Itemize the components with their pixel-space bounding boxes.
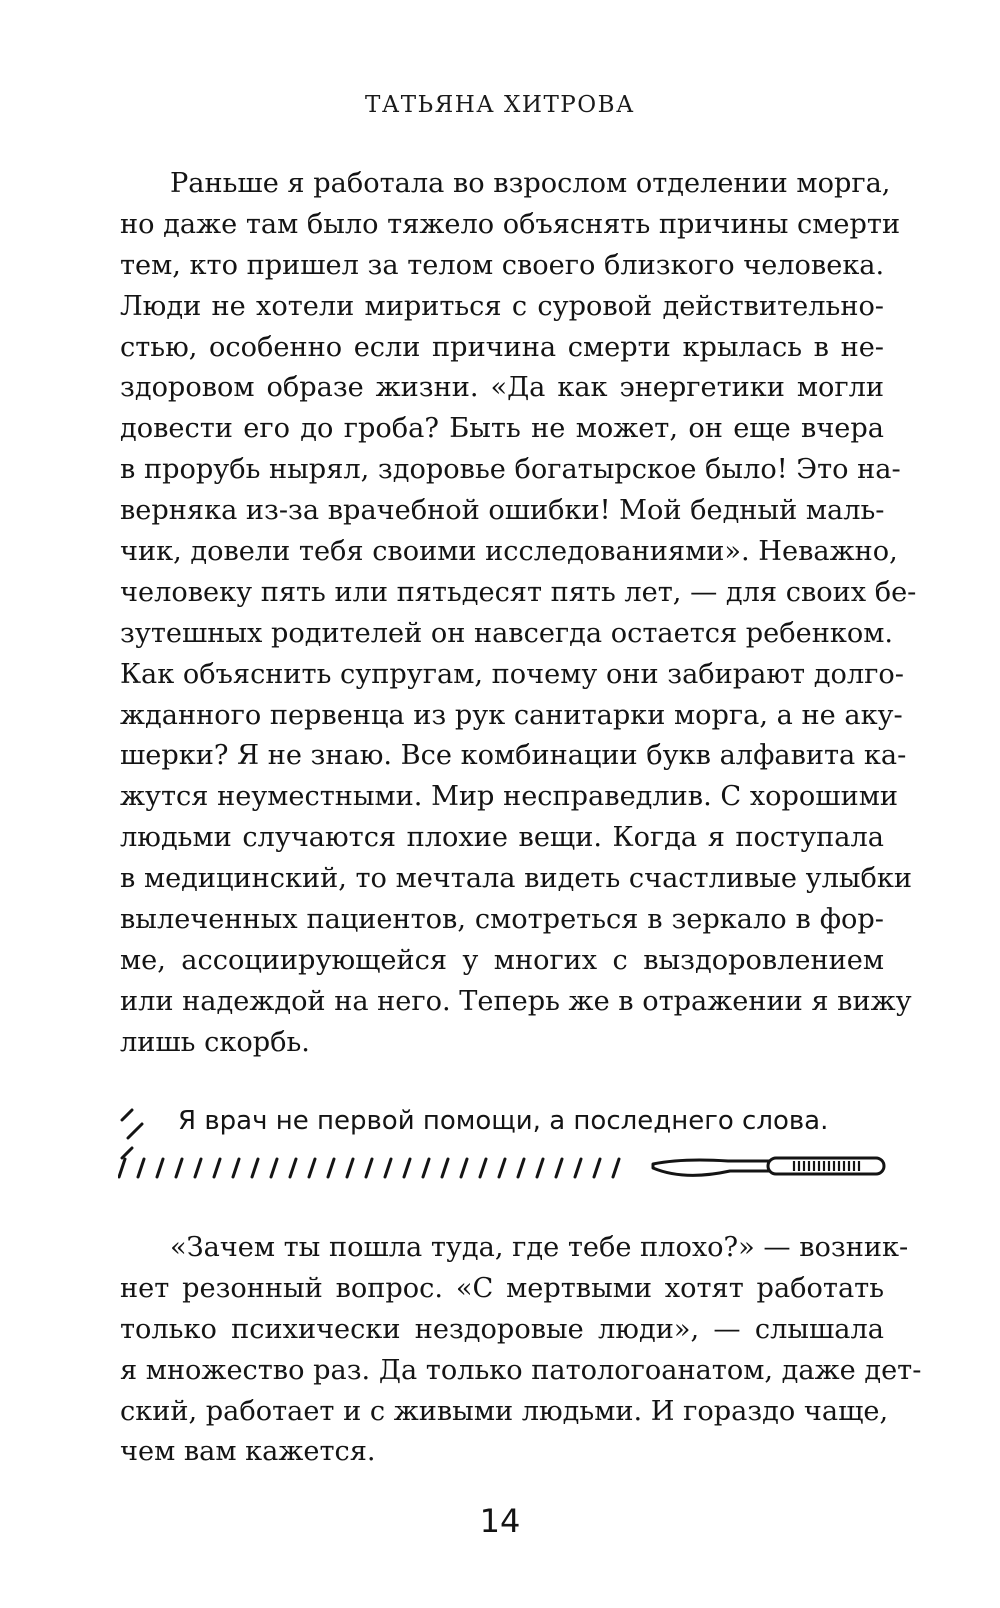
- text-line: жутся неуместными. Мир несправедлив. С хорошими: [120, 781, 898, 813]
- text-line: Как объяснить супругам, почему они забирают долго-: [120, 658, 904, 690]
- pull-quote: Я врач не первой помощи, а последнего слова.: [178, 1106, 829, 1136]
- text-line: «Зачем ты пошла туда, где тебе плохо?» — возник-: [170, 1232, 909, 1263]
- scalpel-icon: [118, 1150, 890, 1184]
- scalpel-divider: [118, 1150, 890, 1189]
- paragraph-2: [120, 1228, 922, 1473]
- text-line: людьми случаются плохие вещи. Когда я поступала: [120, 822, 884, 854]
- text-line: в медицинский, то мечтала видеть счастливые улыбки: [120, 863, 913, 895]
- text-line: чик, довели тебя своими исследованиями». Неважно,: [120, 536, 898, 568]
- text-line: верняка из-за врачебной ошибки! Мой бедный маль-: [120, 495, 885, 527]
- text-line: довести его до гроба? Быть не может, он еще вчера: [120, 413, 884, 445]
- text-line: стью, особенно если причина смерти крылась в не-: [120, 331, 884, 363]
- text-line: Люди не хотели мириться с суровой действительно-: [120, 290, 884, 322]
- page-number: 14: [479, 1502, 521, 1540]
- text-line: лишь скорбь.: [120, 1026, 310, 1058]
- text-line: вылеченных пациентов, смотреться в зеркало в фор-: [120, 904, 884, 936]
- text-line: но даже там было тяжело объяснять причины смерти: [120, 208, 901, 240]
- running-header: ТАТЬЯНА ХИТРОВА: [365, 92, 635, 118]
- text-line: жданного первенца из рук санитарки морга, а не аку-: [120, 699, 903, 731]
- text-line: или надеждой на него. Теперь же в отражении я вижу: [120, 985, 912, 1017]
- text-line: тем, кто пришел за телом своего близкого человека.: [120, 249, 885, 281]
- text-line: чем вам кажется.: [120, 1436, 376, 1468]
- text-line: шерки? Я не знаю. Все комбинации букв алфавита ка-: [120, 740, 907, 772]
- paragraph-1: [120, 164, 917, 1064]
- text-line: человеку пять или пятьдесят пять лет, — для своих бе-: [120, 576, 917, 608]
- text-line: здоровом образе жизни. «Да как энергетики могли: [120, 372, 884, 404]
- text-line: нет резонный вопрос. «С мертвыми хотят работать: [120, 1272, 884, 1304]
- text-line: зутешных родителей он навсегда остается ребенком.: [120, 617, 893, 649]
- text-line: ме, ассоциирующейся у многих с выздоровлением: [120, 944, 884, 976]
- text-line: ский, работает и с живыми людьми. И гораздо чаще,: [120, 1395, 889, 1427]
- text-line: в прорубь нырял, здоровье богатырское было! Это на-: [120, 454, 901, 486]
- text-line: я множество раз. Да только патологоанатом, даже дет-: [120, 1354, 922, 1386]
- text-line: только психически нездоровые люди», — слышала: [120, 1313, 884, 1345]
- text-line: Раньше я работала во взрослом отделении морга,: [170, 168, 891, 199]
